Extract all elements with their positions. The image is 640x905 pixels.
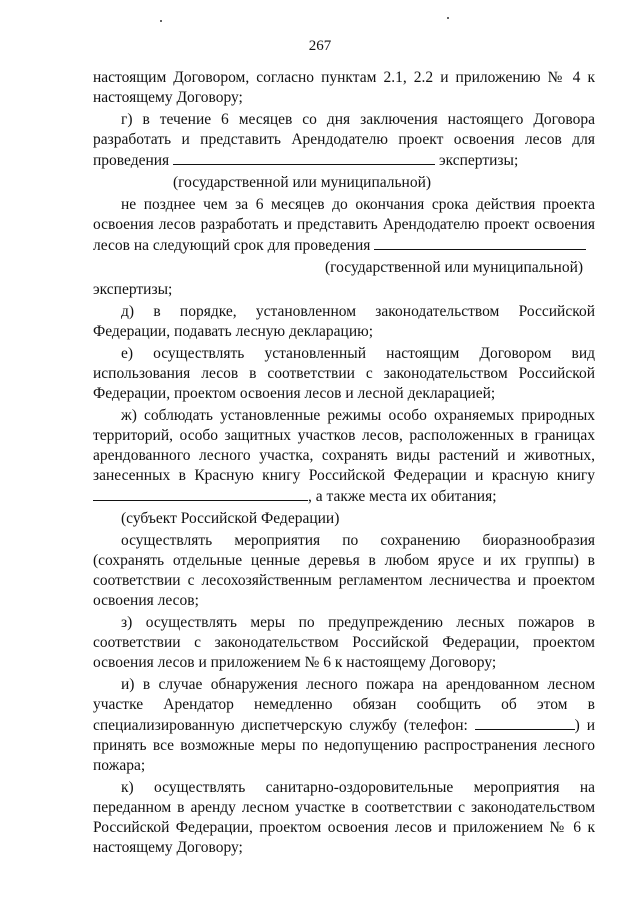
paragraph-text: ж) соблюдать установленные режимы особо охраняемых природных территорий, особо защитных участков лесов, расположенных в границах арендованного лесного участка, сохранять виды растений и животных, занесенных в Красную книгу Российской Федерации и красную книгу bbox=[93, 407, 595, 484]
paragraph-text: и) в случае обнаружения лесного пожара на арендованном лесном участке Арендатор немедленно обязан сообщить об этом в специализированную диспетчерскую службу (телефон: bbox=[93, 676, 595, 734]
paragraph-text: , а также места их обитания; bbox=[308, 488, 497, 505]
fill-in-blank bbox=[173, 150, 435, 165]
paragraph: осуществлять мероприятия по сохранению биоразнообразия (сохранять отдельные ценные деревья в любом ярусе и их группы) в соответствии с лесохозяйственным регламентом лесничества и проектом освоения лесов; bbox=[93, 532, 595, 609]
scan-mark bbox=[447, 17, 449, 19]
field-caption: (государственной или муниципальной) bbox=[173, 174, 432, 191]
page-number: 267 bbox=[308, 38, 332, 54]
paragraph bbox=[93, 195, 595, 256]
paragraph-text: ) и принять все возможные меры по недопущению распространения лесного пожара; bbox=[93, 717, 595, 774]
paragraph: к) осуществлять санитарно-оздоровительные мероприятия на переданном в аренду лесном участке в соответствии с законодательством Российской Федерации, проектом освоения лесов и приложением № 6 к настоящему Договору; bbox=[93, 779, 595, 856]
field-caption: (государственной или муниципальной) bbox=[325, 259, 584, 276]
scan-mark bbox=[160, 20, 162, 22]
paragraph: з) осуществлять меры по предупреждению лесных пожаров в соответствии с законодательством Российской Федерации, проектом освоения лесов и приложением № 6 к настоящему Договору; bbox=[93, 614, 595, 671]
paragraph-text: экспертизы; bbox=[438, 152, 519, 169]
document-body bbox=[93, 68, 595, 860]
paragraph: е) осуществлять установленный настоящим Договором вид использования лесов в соответствии с законодательством Российской Федерации, проектом освоения лесов и лесной декларацией; bbox=[93, 345, 595, 402]
paragraph: настоящим Договором, согласно пунктам 2.1, 2.2 и приложению № 4 к настоящему Договору; bbox=[93, 69, 595, 106]
field-caption: (субъект Российской Федерации) bbox=[121, 510, 340, 527]
fill-in-blank bbox=[374, 235, 586, 250]
paragraph-text: не позднее чем за 6 месяцев до окончания срока действия проекта освоения лесов разработать и представить Арендодателю проект освоения лесов на следующий срок для проведения bbox=[93, 196, 595, 254]
paragraph bbox=[93, 406, 595, 507]
paragraph-text: г) в течение 6 месяцев со дня заключения настоящего Договора разработать и представить Арендодателю проект освоения лесов для проведения bbox=[93, 111, 595, 169]
fill-in-blank bbox=[93, 486, 308, 501]
paragraph: экспертизы; bbox=[93, 281, 173, 298]
paragraph bbox=[93, 110, 595, 171]
fill-in-blank bbox=[475, 715, 575, 730]
paragraph: д) в порядке, установленном законодательством Российской Федерации, подавать лесную декларацию; bbox=[93, 303, 595, 340]
paragraph bbox=[93, 675, 595, 776]
